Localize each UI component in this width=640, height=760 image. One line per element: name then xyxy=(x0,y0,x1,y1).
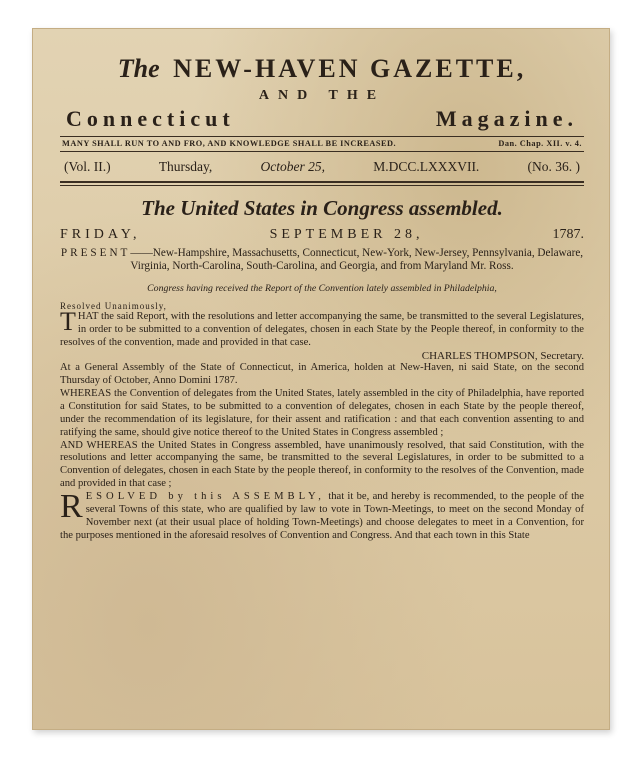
motto-reference: Dan. Chap. XII. v. 4. xyxy=(498,139,582,148)
present-list xyxy=(60,247,584,273)
resolved-unanimously: Resolved Unanimously, xyxy=(60,301,167,312)
weekday: Thursday, xyxy=(158,159,213,174)
resolved-text: that it be, and hereby is recommended, to the people of the several Towns of this state, who are qualified by law to vote in Town-Meetings, to meet on the second Monday of November next (at their usual place of holding Town-Meetings) and choose delegates to meet in a Convention, for the purposes mentioned in the aforesaid resolves of Convention and Congress. And that each town in this State xyxy=(60,491,585,541)
present-text: ——New-Hampshire, Massachusetts, Connecticut, New-York, New-Jersey, Pennsylvania, Delaware, Virginia, North-Carolina, South-Carolina, and Georgia, and from Maryland Mr. Ross. xyxy=(130,247,584,273)
whereas-paragraph-2: AND WHEREAS the United States in Congress assembled, have unanimously resolved, that said Constitution, with the resolutions and letter accompanying the same, be transmitted to the several Legislatures, in order to be submitted to a Convention of delegates, chosen in each State by the people thereof, in conformity to the resolves of the Convention, made and provided in that case ; xyxy=(60,439,584,490)
divider xyxy=(60,185,584,186)
masthead-sub-right: Magazine. xyxy=(435,106,578,131)
masthead-subtitle xyxy=(60,106,584,132)
masthead-title xyxy=(60,54,584,84)
signature: CHARLES THOMPSON, Secretary. xyxy=(421,350,584,363)
year: M.DCC.LXXXVII. xyxy=(373,159,480,174)
issue-number: (No. 36. ) xyxy=(527,159,580,174)
that-paragraph xyxy=(60,307,584,350)
present-lead: PRESENT xyxy=(60,247,131,259)
date-line xyxy=(60,226,584,244)
friday-year: 1787. xyxy=(552,227,584,242)
whereas-paragraph-1: WHEREAS the Convention of delegates from the United States, lately assembled in the city of Philadelphia, have reported a Constitution for said States, to be submitted to a convention of delegates, chosen in each State by the people thereof, under the recommendation of its legislature, for their assent and ratification : and that each convention assenting to and ratifying the same, should give notice thereof to the United States in Congress assembled ; xyxy=(60,387,584,438)
motto-text: MANY SHALL RUN TO AND FRO, AND KNOWLEDGE SHALL BE INCREASED. xyxy=(62,139,397,148)
masthead-and: AND THE xyxy=(258,88,386,103)
that-text: HAT the said Report, with the resolutions and letter accompanying the same, be transmitted to the several Legislatures, in order to be submitted to a convention of delegates, chosen in each State by the People thereof, in conformity to the resolves of the convention, made and provided in that case. xyxy=(60,311,584,349)
volume: (Vol. II.) xyxy=(64,159,111,174)
newspaper-page xyxy=(32,28,610,730)
article-heading: The United States in Congress assembled. xyxy=(141,196,503,220)
dateline xyxy=(60,152,584,183)
september-date: SEPTEMBER 28, xyxy=(269,227,424,242)
friday: FRIDAY, xyxy=(60,227,141,242)
assembly-paragraph: At a General Assembly of the State of Connecticut, in America, holden at New-Haven, ni said State, on the second Thursday of October, Anno Domini 1787. xyxy=(60,362,584,387)
issue-date: October 25, xyxy=(260,159,325,174)
resolved-heading: ESOLVED by this ASSEMBLY, xyxy=(85,491,325,503)
masthead-sub-left: Connecticut xyxy=(66,106,235,131)
masthead-the: The xyxy=(117,54,160,83)
masthead-name: NEW-HAVEN GAZETTE, xyxy=(173,54,527,83)
drop-cap-t: T xyxy=(60,307,76,337)
motto-line xyxy=(60,136,584,152)
drop-cap-r: R xyxy=(60,488,83,526)
resolved-paragraph xyxy=(60,488,585,543)
congress-line: Congress having received the Report of the Convention lately assembled in Philadelphia, xyxy=(147,283,497,295)
